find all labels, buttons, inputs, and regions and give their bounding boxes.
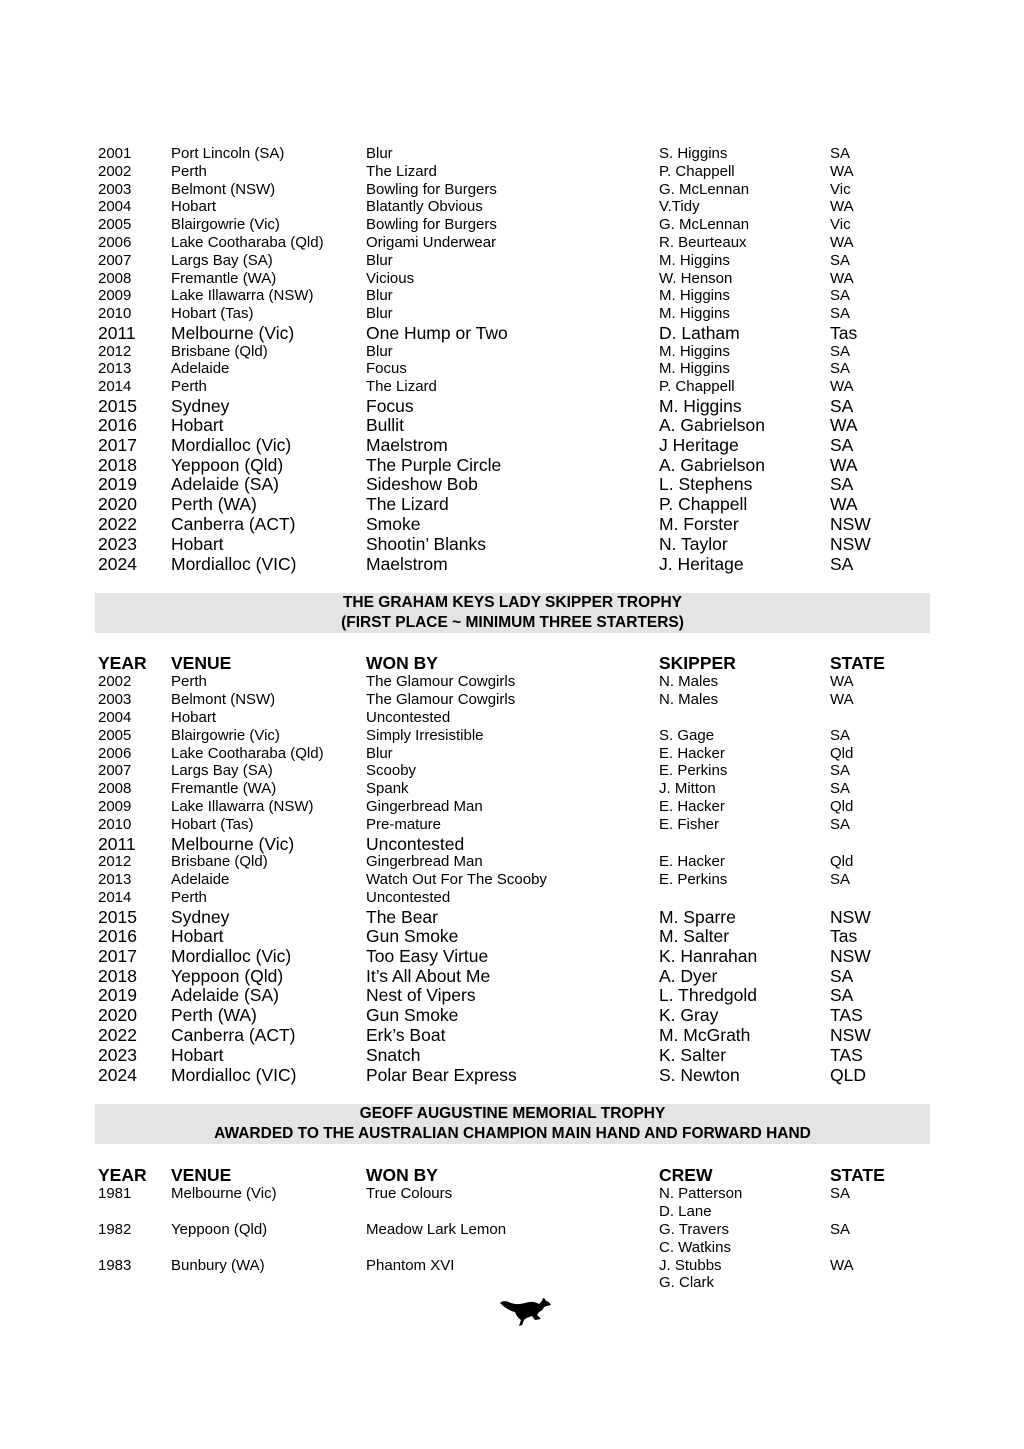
- skipper-cell: R. Beurteaux: [659, 234, 747, 251]
- won-by-cell: Gingerbread Man: [366, 798, 483, 815]
- year-cell: 2008: [98, 270, 132, 287]
- skipper-cell: K. Hanrahan: [659, 946, 758, 966]
- year-cell: 2002: [98, 673, 132, 690]
- venue-cell: Yeppoon (Qld): [171, 455, 284, 475]
- won-by-cell: Sideshow Bob: [366, 474, 478, 494]
- crew-cell: J. Stubbs: [659, 1257, 722, 1274]
- state-cell: SA: [830, 474, 854, 494]
- year-cell: 2011: [98, 323, 136, 343]
- state-cell: SA: [830, 1221, 851, 1238]
- won-by-cell: Snatch: [366, 1045, 421, 1065]
- year-cell: 2014: [98, 378, 132, 395]
- state-cell: SA: [830, 762, 851, 779]
- section-title-line-1: GEOFF AUGUSTINE MEMORIAL TROPHY: [359, 1105, 666, 1122]
- state-cell: TAS: [830, 1045, 863, 1065]
- skipper-cell: J. Mitton: [659, 780, 716, 797]
- skipper-cell: M. Higgins: [659, 396, 742, 416]
- year-cell: 2017: [98, 435, 137, 455]
- skipper-cell: G. McLennan: [659, 181, 750, 198]
- skipper-cell: A. Dyer: [659, 966, 718, 986]
- venue-cell: Melbourne (Vic): [171, 834, 295, 854]
- venue-header: VENUE: [171, 653, 232, 673]
- won-by-cell: Bowling for Burgers: [366, 216, 497, 233]
- skipper-cell: M. Forster: [659, 514, 739, 534]
- venue-cell: Hobart: [171, 198, 217, 215]
- skipper-cell: E. Hacker: [659, 853, 725, 870]
- year-cell: 2016: [98, 926, 137, 946]
- venue-cell: Brisbane (Qld): [171, 343, 268, 360]
- skipper-cell: E. Hacker: [659, 798, 725, 815]
- year-cell: 2006: [98, 234, 132, 251]
- year-cell: 2022: [98, 514, 137, 534]
- won-by-cell: True Colours: [366, 1185, 453, 1202]
- venue-cell: Perth (WA): [171, 1005, 257, 1025]
- venue-cell: Perth (WA): [171, 494, 257, 514]
- skipper-cell: W. Henson: [659, 270, 733, 287]
- state-cell: Vic: [830, 181, 851, 198]
- year-cell: 2015: [98, 396, 137, 416]
- state-cell: WA: [830, 270, 854, 287]
- year-cell: 2009: [98, 287, 132, 304]
- year-cell: 2011: [98, 834, 136, 854]
- venue-header: VENUE: [171, 1165, 232, 1185]
- venue-cell: Lake Cootharaba (Qld): [171, 234, 324, 251]
- venue-cell: Sydney: [171, 396, 230, 416]
- state-cell: WA: [830, 415, 858, 435]
- skipper-cell: M. Salter: [659, 926, 730, 946]
- year-cell: 2019: [98, 474, 137, 494]
- venue-cell: Mordialloc (VIC): [171, 554, 297, 574]
- venue-cell: Adelaide (SA): [171, 474, 279, 494]
- skipper-cell: L. Thredgold: [659, 985, 757, 1005]
- won-by-cell: Uncontested: [366, 834, 465, 854]
- venue-cell: Canberra (ACT): [171, 514, 296, 534]
- skipper-cell: V.Tidy: [659, 198, 700, 215]
- skipper-cell: M. Higgins: [659, 287, 730, 304]
- venue-cell: Bunbury (WA): [171, 1257, 265, 1274]
- venue-cell: Blairgowrie (Vic): [171, 727, 280, 744]
- state-cell: Vic: [830, 216, 851, 233]
- venue-cell: Belmont (NSW): [171, 181, 276, 198]
- skipper-cell: A. Gabrielson: [659, 455, 766, 475]
- year-cell: 2018: [98, 966, 137, 986]
- state-cell: WA: [830, 494, 858, 514]
- won-by-cell: Gingerbread Man: [366, 853, 483, 870]
- state-cell: SA: [830, 1185, 851, 1202]
- year-header: YEAR: [98, 1165, 147, 1185]
- venue-cell: Hobart: [171, 1045, 224, 1065]
- won-by-cell: Erk’s Boat: [366, 1025, 446, 1045]
- year-cell: 2009: [98, 798, 132, 815]
- won-by-cell: Maelstrom: [366, 435, 448, 455]
- won-by-cell: Blur: [366, 343, 393, 360]
- state-cell: SA: [830, 435, 854, 455]
- venue-cell: Canberra (ACT): [171, 1025, 296, 1045]
- skipper-cell: M. Sparre: [659, 907, 736, 927]
- venue-cell: Perth: [171, 889, 207, 906]
- skipper-cell: N. Taylor: [659, 534, 728, 554]
- won-by-cell: Bullit: [366, 415, 404, 435]
- year-cell: 2023: [98, 534, 137, 554]
- skipper-cell: J. Heritage: [659, 554, 744, 574]
- section-title-line-2: (FIRST PLACE ~ MINIMUM THREE STARTERS): [341, 614, 684, 631]
- skipper-cell: J Heritage: [659, 435, 739, 455]
- year-cell: 2015: [98, 907, 137, 927]
- venue-cell: Largs Bay (SA): [171, 252, 273, 269]
- state-cell: SA: [830, 966, 854, 986]
- skipper-cell: M. Higgins: [659, 305, 730, 322]
- skipper-cell: E. Hacker: [659, 745, 725, 762]
- state-cell: WA: [830, 198, 854, 215]
- skipper-cell: S. Higgins: [659, 145, 728, 162]
- won-by-cell: Phantom XVI: [366, 1257, 455, 1274]
- venue-cell: Hobart: [171, 926, 224, 946]
- state-cell: SA: [830, 396, 854, 416]
- state-cell: SA: [830, 985, 854, 1005]
- venue-cell: Hobart: [171, 709, 217, 726]
- state-cell: Qld: [830, 798, 854, 815]
- kangaroo-icon: [498, 1291, 552, 1327]
- year-cell: 2013: [98, 360, 132, 377]
- venue-cell: Perth: [171, 163, 207, 180]
- state-cell: Qld: [830, 745, 854, 762]
- won-by-cell: One Hump or Two: [366, 323, 508, 343]
- venue-cell: Perth: [171, 673, 207, 690]
- year-cell: 2001: [98, 145, 132, 162]
- year-cell: 1981: [98, 1185, 132, 1202]
- state-cell: WA: [830, 1257, 854, 1274]
- skipper-cell: A. Gabrielson: [659, 415, 766, 435]
- venue-cell: Melbourne (Vic): [171, 1185, 277, 1202]
- venue-cell: Yeppoon (Qld): [171, 966, 284, 986]
- won-by-cell: The Glamour Cowgirls: [366, 691, 516, 708]
- skipper-cell: P. Chappell: [659, 494, 748, 514]
- won-by-cell: Smoke: [366, 514, 421, 534]
- won-by-cell: Blur: [366, 305, 393, 322]
- skipper-cell: K. Gray: [659, 1005, 719, 1025]
- state-cell: Qld: [830, 853, 854, 870]
- won-by-cell: Focus: [366, 360, 407, 377]
- won-by-cell: Too Easy Virtue: [366, 946, 489, 966]
- year-cell: 2016: [98, 415, 137, 435]
- won-by-cell: The Lizard: [366, 494, 449, 514]
- section-title-band: [95, 593, 930, 633]
- state-cell: WA: [830, 163, 854, 180]
- skipper-cell: E. Fisher: [659, 816, 720, 833]
- venue-cell: Port Lincoln (SA): [171, 145, 285, 162]
- state-cell: NSW: [830, 1025, 871, 1045]
- won-by-cell: Blur: [366, 745, 393, 762]
- won-by-cell: Watch Out For The Scooby: [366, 871, 547, 888]
- skipper-cell: G. McLennan: [659, 216, 750, 233]
- year-cell: 2014: [98, 889, 132, 906]
- won-by-header: WON BY: [366, 1165, 438, 1185]
- won-by-cell: It’s All About Me: [366, 966, 491, 986]
- won-by-cell: Gun Smoke: [366, 1005, 459, 1025]
- venue-cell: Hobart: [171, 534, 224, 554]
- state-cell: WA: [830, 455, 858, 475]
- year-cell: 2006: [98, 745, 132, 762]
- skipper-cell: D. Latham: [659, 323, 740, 343]
- year-cell: 2018: [98, 455, 137, 475]
- state-cell: NSW: [830, 514, 871, 534]
- won-by-cell: Polar Bear Express: [366, 1065, 517, 1085]
- state-cell: WA: [830, 234, 854, 251]
- won-by-cell: Blur: [366, 287, 393, 304]
- skipper-cell: P. Chappell: [659, 163, 735, 180]
- year-cell: 2017: [98, 946, 137, 966]
- section-title-band: [95, 1104, 930, 1144]
- state-cell: SA: [830, 305, 851, 322]
- venue-cell: Adelaide (SA): [171, 985, 279, 1005]
- state-cell: SA: [830, 145, 851, 162]
- venue-cell: Hobart (Tas): [171, 305, 254, 322]
- won-by-cell: Vicious: [366, 270, 415, 287]
- venue-cell: Lake Illawarra (NSW): [171, 287, 314, 304]
- year-cell: 2019: [98, 985, 137, 1005]
- crew-cell: G. Clark: [659, 1274, 715, 1291]
- skipper-cell: K. Salter: [659, 1045, 727, 1065]
- crew-cell: C. Watkins: [659, 1239, 731, 1256]
- won-by-cell: Uncontested: [366, 709, 451, 726]
- skipper-cell: S. Newton: [659, 1065, 740, 1085]
- crew-cell: G. Travers: [659, 1221, 730, 1238]
- year-cell: 1982: [98, 1221, 132, 1238]
- won-by-cell: Shootin’ Blanks: [366, 534, 486, 554]
- section-title-line-2: AWARDED TO THE AUSTRALIAN CHAMPION MAIN HAND AND FORWARD HAND: [214, 1125, 811, 1142]
- won-by-cell: The Lizard: [366, 163, 437, 180]
- won-by-cell: Nest of Vipers: [366, 985, 476, 1005]
- skipper-cell: L. Stephens: [659, 474, 753, 494]
- state-cell: Tas: [830, 323, 858, 343]
- year-cell: 2022: [98, 1025, 137, 1045]
- year-cell: 2004: [98, 709, 132, 726]
- skipper-cell: S. Gage: [659, 727, 715, 744]
- won-by-cell: The Purple Circle: [366, 455, 502, 475]
- skipper-cell: M. Higgins: [659, 343, 730, 360]
- won-by-cell: The Lizard: [366, 378, 437, 395]
- venue-cell: Mordialloc (Vic): [171, 946, 292, 966]
- skipper-cell: P. Chappell: [659, 378, 735, 395]
- state-cell: SA: [830, 252, 851, 269]
- state-header: STATE: [830, 1165, 885, 1185]
- year-cell: 2012: [98, 853, 132, 870]
- skipper-cell: E. Perkins: [659, 762, 728, 779]
- won-by-cell: Simply Irresistible: [366, 727, 484, 744]
- state-cell: Tas: [830, 926, 858, 946]
- skipper-cell: M. Higgins: [659, 360, 730, 377]
- year-cell: 2020: [98, 1005, 137, 1025]
- year-cell: 2013: [98, 871, 132, 888]
- year-cell: 2005: [98, 216, 132, 233]
- skipper-cell: E. Perkins: [659, 871, 728, 888]
- won-by-cell: Uncontested: [366, 889, 451, 906]
- state-cell: TAS: [830, 1005, 863, 1025]
- state-cell: NSW: [830, 534, 871, 554]
- won-by-cell: The Bear: [366, 907, 438, 927]
- won-by-cell: Origami Underwear: [366, 234, 497, 251]
- won-by-cell: Blur: [366, 252, 393, 269]
- year-cell: 2003: [98, 181, 132, 198]
- year-cell: 2024: [98, 1065, 137, 1085]
- venue-cell: Lake Illawarra (NSW): [171, 798, 314, 815]
- skipper-header: SKIPPER: [659, 653, 736, 673]
- won-by-cell: Blur: [366, 145, 393, 162]
- state-cell: SA: [830, 343, 851, 360]
- won-by-cell: Meadow Lark Lemon: [366, 1221, 507, 1238]
- year-cell: 2007: [98, 252, 132, 269]
- year-cell: 2002: [98, 163, 132, 180]
- state-cell: WA: [830, 673, 854, 690]
- venue-cell: Adelaide: [171, 871, 230, 888]
- state-cell: SA: [830, 727, 851, 744]
- won-by-cell: Focus: [366, 396, 414, 416]
- year-cell: 2024: [98, 554, 137, 574]
- won-by-cell: Scooby: [366, 762, 417, 779]
- year-cell: 2023: [98, 1045, 137, 1065]
- state-cell: SA: [830, 287, 851, 304]
- skipper-cell: N. Males: [659, 673, 719, 690]
- won-by-cell: Bowling for Burgers: [366, 181, 497, 198]
- state-cell: WA: [830, 378, 854, 395]
- year-cell: 2010: [98, 305, 132, 322]
- state-cell: SA: [830, 554, 854, 574]
- state-cell: NSW: [830, 907, 871, 927]
- won-by-header: WON BY: [366, 653, 438, 673]
- year-cell: 2005: [98, 727, 132, 744]
- venue-cell: Fremantle (WA): [171, 780, 277, 797]
- venue-cell: Hobart: [171, 415, 224, 435]
- venue-cell: Melbourne (Vic): [171, 323, 295, 343]
- venue-cell: Largs Bay (SA): [171, 762, 273, 779]
- won-by-cell: The Glamour Cowgirls: [366, 673, 516, 690]
- year-cell: 2003: [98, 691, 132, 708]
- year-header: YEAR: [98, 653, 147, 673]
- skipper-cell: M. McGrath: [659, 1025, 751, 1045]
- state-cell: SA: [830, 816, 851, 833]
- venue-cell: Adelaide: [171, 360, 230, 377]
- venue-cell: Yeppoon (Qld): [171, 1221, 268, 1238]
- year-cell: 2012: [98, 343, 132, 360]
- won-by-cell: Maelstrom: [366, 554, 448, 574]
- state-cell: WA: [830, 691, 854, 708]
- year-cell: 2007: [98, 762, 132, 779]
- venue-cell: Fremantle (WA): [171, 270, 277, 287]
- won-by-cell: Gun Smoke: [366, 926, 459, 946]
- venue-cell: Perth: [171, 378, 207, 395]
- skipper-cell: N. Males: [659, 691, 719, 708]
- section-title-line-1: THE GRAHAM KEYS LADY SKIPPER TROPHY: [342, 594, 683, 611]
- year-cell: 1983: [98, 1257, 132, 1274]
- year-cell: 2010: [98, 816, 132, 833]
- crew-header: CREW: [659, 1165, 713, 1185]
- year-cell: 2020: [98, 494, 137, 514]
- venue-cell: Hobart (Tas): [171, 816, 254, 833]
- venue-cell: Belmont (NSW): [171, 691, 276, 708]
- crew-cell: N. Patterson: [659, 1185, 743, 1202]
- state-cell: SA: [830, 780, 851, 797]
- venue-cell: Brisbane (Qld): [171, 853, 268, 870]
- crew-cell: D. Lane: [659, 1203, 712, 1220]
- year-cell: 2008: [98, 780, 132, 797]
- state-cell: NSW: [830, 946, 871, 966]
- won-by-cell: Pre-mature: [366, 816, 442, 833]
- state-cell: QLD: [830, 1065, 866, 1085]
- venue-cell: Mordialloc (VIC): [171, 1065, 297, 1085]
- year-cell: 2004: [98, 198, 132, 215]
- skipper-cell: M. Higgins: [659, 252, 730, 269]
- venue-cell: Sydney: [171, 907, 230, 927]
- state-cell: SA: [830, 360, 851, 377]
- state-cell: SA: [830, 871, 851, 888]
- state-header: STATE: [830, 653, 885, 673]
- venue-cell: Lake Cootharaba (Qld): [171, 745, 324, 762]
- venue-cell: Mordialloc (Vic): [171, 435, 292, 455]
- won-by-cell: Spank: [366, 780, 409, 797]
- won-by-cell: Blatantly Obvious: [366, 198, 483, 215]
- venue-cell: Blairgowrie (Vic): [171, 216, 280, 233]
